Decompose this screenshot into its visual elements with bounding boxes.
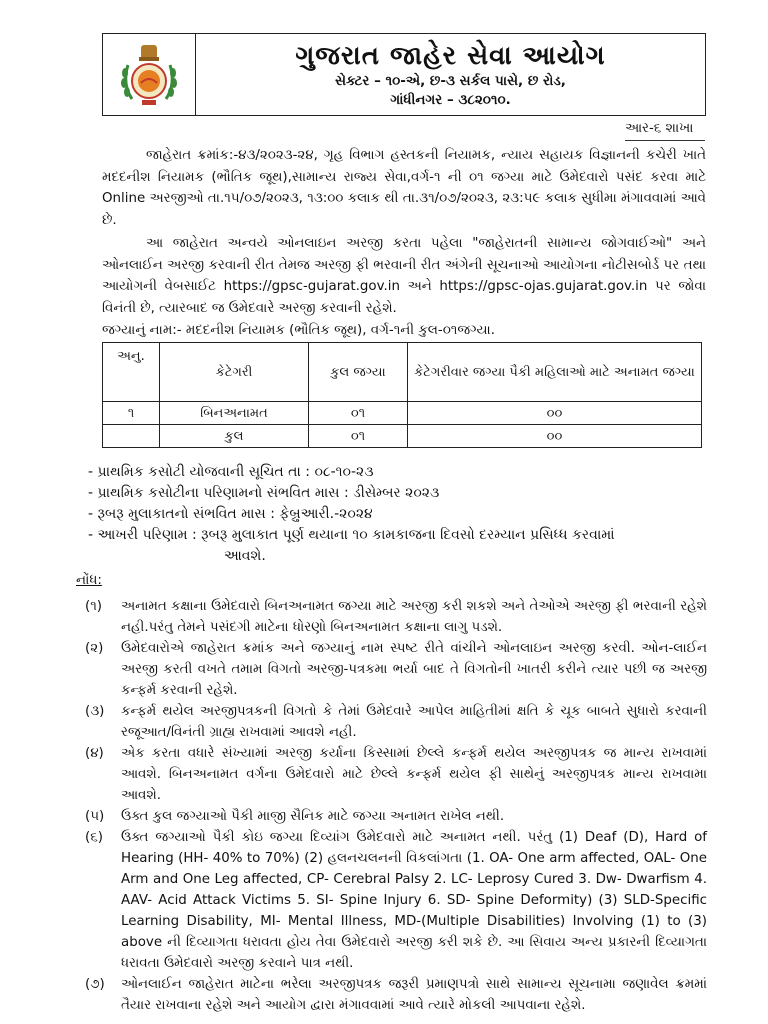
note-text: એક કરતા વધારે સંખ્યામાં અરજી કર્યાના કિસ્સામાં છેલ્લે કન્ફર્મ થયેલ અરજીપત્રક જ માન્ય રાખવામાં આવશે. બિનઅનામત વર્ગના ઉમેદવારો માટે છેલ્લે કન્ફર્મ થયેલ ફી સાથેનું અરજીપત્રક માન્ય રાખવામા આવશે. xyxy=(121,746,707,803)
cell-serial xyxy=(103,425,160,448)
note-number: (૫) xyxy=(85,809,105,824)
cell-total: ૦૧ xyxy=(309,425,408,448)
note-text: અનામત કક્ષાના ઉમેદવારો બિનઅનામત જગ્યા માટે અરજી કરી શકશે અને તેઓએ અરજી ફી ભરવાની રહેશે નહી.પરંતુ તેમને પસંદગી માટેના ધોરણો બિનઅનામત કક્ષાના લાગુ પડશે. xyxy=(121,599,707,635)
note-item xyxy=(85,974,707,1016)
cell-total: ૦૧ xyxy=(309,402,408,425)
gpsc-emblem-icon xyxy=(114,39,184,111)
table-header-row xyxy=(103,343,702,402)
list-item: - પ્રાથમિક કસોટીના પરિણામનો સંભવિત માસ : ડીસેમ્બર ૨૦૨૩ xyxy=(88,485,440,501)
header-category: કેટેગરી xyxy=(160,343,309,402)
letterhead xyxy=(102,33,706,116)
address-line-1: સેક્ટર – ૧૦-એ, છ-૩ સર્કલ પાસે, છ રોડ, xyxy=(335,73,566,89)
list-item: - રૂબરૂ મુલાકાતનો સંભવિત માસ : ફેબ્રુઆરી.-૨૦૨૪ xyxy=(88,506,373,522)
note-text: કન્ફર્મ થયેલ અરજીપત્રકની વિગતો કે તેમાં ઉમેદવારે આપેલ માહિતીમાં ક્ષતિ કે ચૂક બાબતે સુધારો કરવાની રજૂઆત/વિનંતી ગ્રાહ્ય રાખવામાં આવશે નહી. xyxy=(121,704,707,740)
header-women-reserved: કેટેગરીવાર જગ્યા પૈકી મહિલાઓ માટે અનામત જગ્યા xyxy=(408,343,702,402)
table-row xyxy=(103,425,702,448)
note-item xyxy=(85,701,707,743)
note-item xyxy=(85,743,707,806)
note-text: ઓનલાઈન જાહેરાત માટેના ભરેલા અરજીપત્રક જરૂરી પ્રમાણપત્રો સાથે સામાન્ય સૂચનામા જણાવેલ ક્રમમાં તૈયાર રાખવાના રહેશે અને આયોગ દ્વારા મંગાવવામાં આવે ત્યારે મોકલી આપવાના રહેશે. xyxy=(121,977,707,1013)
post-name-line: જગ્યાનું નામ:- મદદનીશ નિયામક (ભૌતિક જૂથ), વર્ગ-૧ની કુલ-૦૧જગ્યા. xyxy=(102,323,495,338)
branch-underline xyxy=(625,140,705,141)
note-item xyxy=(85,596,707,638)
category-table xyxy=(102,342,702,448)
note-number: (૪) xyxy=(85,746,104,761)
note-number: (૨) xyxy=(85,641,104,656)
address-line-2: ગાંધીનગર – ૩૮૨૦૧૦. xyxy=(390,92,511,108)
notes-list xyxy=(85,596,707,1016)
note-number: (૧) xyxy=(85,599,103,614)
cell-women: ૦૦ xyxy=(408,425,702,448)
note-number: (૩) xyxy=(85,704,105,719)
instructions-paragraph: આ જાહેરાત અન્વયે ઓનલાઇન અરજી કરતા પહેલા "જાહેરાતની સામાન્ય જોગવાઈઓ" અને ઓનલાઈન અરજી કરવાની રીત તેમજ અરજી ફી ભરવાની રીત અંગેની સૂચનાઓ આયોગના નોટીસબોર્ડ પર તથા આયોગની વેબસાઈટ https://gpsc-gujarat.gov.in અને https://gpsc-ojas.gujarat.gov.in પર જોવા વિનંતી છે, ત્યારબાદ જ ઉમેદવારે અરજી કરવાની રહેશે. xyxy=(102,236,706,316)
branch-label: આર-૬ શાખા xyxy=(625,121,694,136)
note-item xyxy=(85,638,707,701)
header-total-posts: કુલ જગ્યા xyxy=(309,343,408,402)
note-item xyxy=(85,827,707,974)
advertisement-paragraph: જાહેરાત ક્રમાંક:-૪૩/૨૦૨૩-૨૪, ગૃહ વિભાગ હસ્તકની નિયામક, ન્યાય સહાયક વિજ્ઞાનની કચેરી ખાતે મદદનીશ નિયામક (ભૌતિક જૂથ),સામાન્ય રાજ્ય સેવા,વર્ગ-૧ ની ૦૧ જગ્યા માટે ઉમેદવારો પસંદ કરવા માટે Online અરજીઓ તા.૧૫/૦૭/૨૦૨૩, ૧૩:૦૦ કલાક થી તા.૩૧/૦૭/૨૦૨૩, ૨૩:૫૯ કલાક સુધીમા મંગાવવામાં આવે છે. xyxy=(102,148,706,228)
cell-category: કુલ xyxy=(160,425,309,448)
note-text: ઉમેદવારોએ જાહેરાત ક્રમાંક અને જગ્યાનું નામ સ્પષ્ટ રીતે વાંચીને ઓનલાઇન અરજી કરવી. ઓન-લાઈન અરજી કરતી વખતે તમામ વિગતો અરજી-પત્રકમા ભર્યા બાદ તે વિગતોની ખાતરી કરીને ત્યાર પછી જ અરજી કન્ફર્મ કરવાની રહેશે. xyxy=(121,641,707,698)
schedule-list xyxy=(88,462,708,567)
note-text: ઉક્ત કુલ જગ્યાઓ પૈકી માજી સૈનિક માટે જગ્યા અનામત રાખેલ નથી. xyxy=(121,809,505,824)
list-item: - પ્રાથમિક કસોટી યોજવાની સૂચિત તા : ૦૮-૧૦-૨૩ xyxy=(88,464,374,480)
note-heading: નોંધ: xyxy=(76,573,102,588)
list-item-continuation: આવશે. xyxy=(224,548,266,564)
cell-category: બિનઅનામત xyxy=(160,402,309,425)
note-item xyxy=(85,806,707,827)
header-serial: અનુ. xyxy=(103,343,160,402)
note-text: ઉક્ત જગ્યાઓ પૈકી કોઇ જગ્યા દિવ્યાંગ ઉમેદવારો માટે અનામત નથી. પરંતુ (1) Deaf (D), Hard of Hearing (HH- 40% to 70%) (2) હલનચલનની વિકલાંગતા (1. OA- One arm affected, OAL- One Arm and One Leg affected, CP- Cerebral Palsy 2. LC- Leprosy Cured 3. Dw- Dwarfism 4. AAV- Acid Attack Victims 5. SI- Spine Injury 6. SD- Spine Deformity) (3) SLD-Specific Learning Disability, MI- Mental Illness, MD-(Multiple Disabilities) Involving (1) to (3) above ની દિવ્યાગતા ધરાવતા હોય તેવા ઉમેદવારો અરજી કરી શકે છે. આ સિવાય અન્ય પ્રકારની દિવ્યાગતા ધરાવતા ઉમેદવારો અરજી કરવાને પાત્ર નથી. xyxy=(121,830,707,971)
note-number: (૬) xyxy=(85,830,103,845)
logo-cell xyxy=(103,34,196,115)
note-number: (૭) xyxy=(85,977,105,992)
cell-women: ૦૦ xyxy=(408,402,702,425)
list-item: - આખરી પરિણામ : રૂબરૂ મુલાકાત પૂર્ણ થયાના ૧૦ કામકાજના દિવસો દરમ્યાન પ્રસિધ્ધ કરવામાં xyxy=(88,527,615,543)
letterhead-text xyxy=(196,34,705,115)
table-row xyxy=(103,402,702,425)
organization-title: ગુજરાત જાહેર સેવા આયોગ xyxy=(295,41,606,71)
cell-serial: ૧ xyxy=(103,402,160,425)
